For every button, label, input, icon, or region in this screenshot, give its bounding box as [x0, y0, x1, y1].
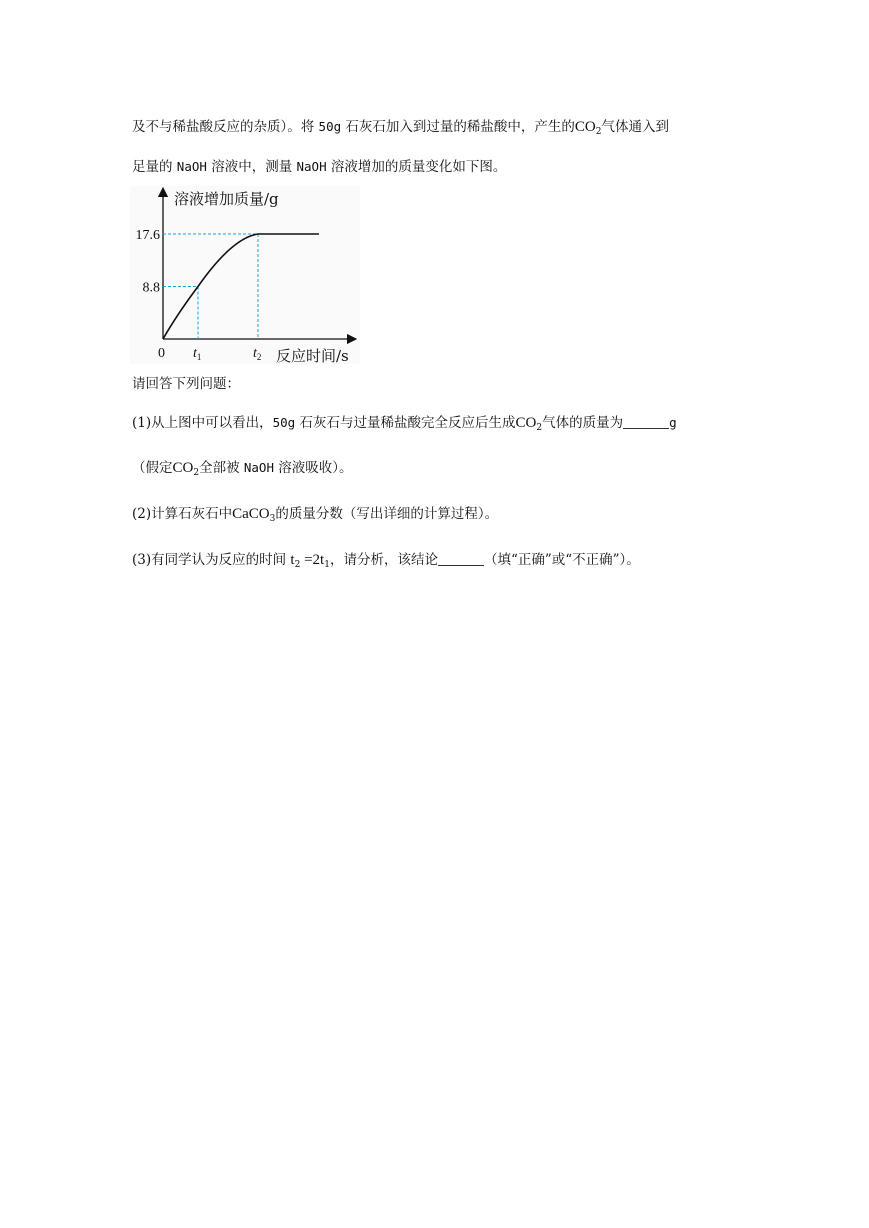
equation: =2t: [300, 552, 325, 568]
question-3: [132, 551, 640, 574]
y-axis-title: 溶液增加质量/g: [174, 190, 279, 208]
text: 溶液中，测量: [206, 159, 297, 175]
x-tick-label: $t_1$: [193, 346, 202, 362]
formula-co2: CO: [574, 119, 596, 135]
unit: g: [669, 415, 677, 430]
text: 及不与稀盐酸反应的杂质）。将: [132, 119, 319, 135]
formula-naoh: NaOH: [243, 460, 274, 475]
formula-caco3: CaCO: [232, 506, 270, 522]
x-tick-label: $t_2$: [253, 346, 262, 362]
series-line: [163, 234, 319, 339]
subscript: 1: [324, 560, 330, 570]
text: 足量的: [132, 159, 177, 175]
paragraph-line-2: [132, 158, 506, 176]
question-2: [132, 505, 498, 528]
formula-naoh: NaOH: [176, 159, 207, 174]
text: 全部被: [199, 460, 244, 476]
mass-value: 50g: [272, 415, 296, 430]
text: 石灰石加入到过量的稀盐酸中，产生的: [341, 119, 575, 135]
text: 的质量分数（写出详细的计算过程）。: [275, 506, 499, 522]
text: 溶液吸收）。: [273, 460, 353, 476]
questions-prompt: 请回答下列问题：: [132, 376, 240, 392]
paragraph-line-1: [132, 118, 669, 141]
subscript: 2: [595, 127, 602, 137]
var-t2: t: [290, 552, 295, 568]
text: (2)计算石灰石中: [132, 506, 233, 522]
question-1: [132, 414, 677, 437]
subscript: 2: [294, 560, 301, 570]
mass-increase-chart: [130, 186, 360, 364]
formula-naoh: NaOH: [296, 159, 327, 174]
text: （填“正确”或“不正确”）。: [483, 552, 640, 568]
subscript: 3: [269, 514, 276, 524]
formula-co2: CO: [172, 460, 194, 476]
text: ，请分析，该结论: [329, 552, 438, 568]
y-tick-label: 17.6: [135, 228, 160, 243]
text: （假定: [132, 460, 173, 476]
text: 石灰石与过量稀盐酸完全反应后生成: [295, 415, 516, 431]
mass-value: 50g: [318, 119, 342, 134]
subscript: 2: [536, 423, 543, 433]
question-1-note: [132, 459, 353, 482]
text: 溶液增加的质量变化如下图。: [326, 159, 507, 175]
text: 气体通入到: [601, 119, 669, 135]
answer-blank[interactable]: [623, 415, 669, 429]
chart-canvas: [130, 186, 360, 364]
answer-blank[interactable]: [438, 552, 484, 566]
subscript: 2: [193, 468, 200, 478]
origin-label: 0: [158, 346, 165, 361]
y-tick-label: 8.8: [142, 280, 160, 296]
text: (1)从上图中可以看出，: [132, 415, 273, 431]
text: 气体的质量为: [542, 415, 624, 431]
formula-co2: CO: [515, 415, 537, 431]
x-axis-title: 反应时间/s: [276, 347, 349, 364]
text: (3)有同学认为反应的时间: [132, 552, 291, 568]
